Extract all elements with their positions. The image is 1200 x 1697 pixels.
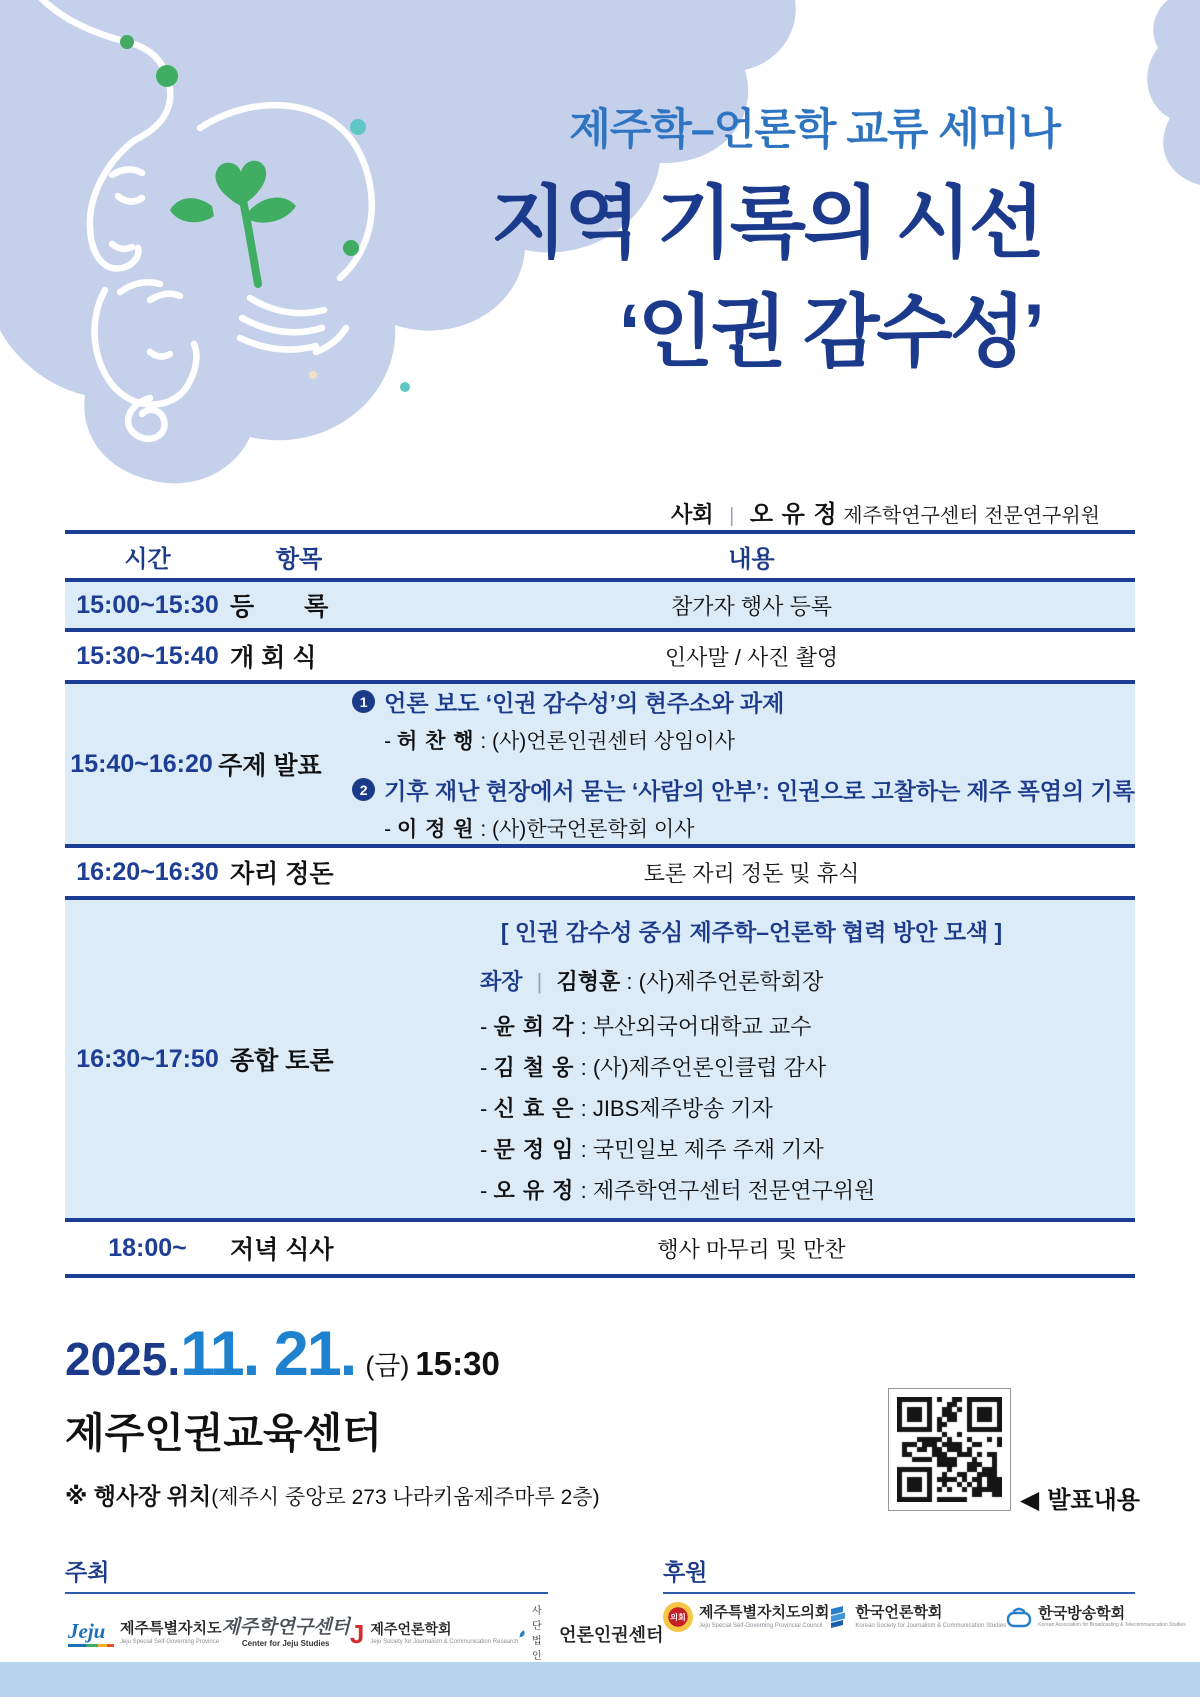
table-row-opening bbox=[65, 632, 1135, 684]
korean-journalism-society-logo bbox=[829, 1605, 1006, 1629]
schedule-header-row bbox=[65, 534, 1135, 582]
host-label: 주최 bbox=[65, 1559, 110, 1585]
presentation-speaker bbox=[352, 813, 1135, 843]
colon: : bbox=[580, 1054, 587, 1080]
dash: - bbox=[480, 1054, 488, 1080]
row-item: 주제 발표 bbox=[218, 752, 322, 780]
sponsor-rule bbox=[663, 1592, 1135, 1594]
table-row-registration bbox=[65, 582, 1135, 632]
host-name-en: Jeju Society for Journalism & Communication Research bbox=[370, 1638, 519, 1645]
dash: - bbox=[384, 818, 392, 841]
row-time: 15:00~15:30 bbox=[76, 590, 219, 619]
sponsor-name: 한국언론학회 bbox=[855, 1603, 943, 1621]
dash: - bbox=[480, 1095, 488, 1121]
row-time: 18:00~ bbox=[108, 1233, 187, 1262]
list-item bbox=[480, 1092, 1135, 1123]
moderator-affiliation: 제주학연구센터 전문연구위원 bbox=[843, 505, 1100, 527]
host-rule bbox=[65, 1592, 548, 1594]
discussion-topic: [ 인권 감수성 중심 제주학–언론학 협력 방안 모색 ] bbox=[500, 918, 1003, 945]
qr-code bbox=[897, 1397, 1002, 1502]
provincial-council-logo bbox=[663, 1602, 829, 1632]
qr-code-frame bbox=[888, 1388, 1011, 1511]
header-content: 내용 bbox=[728, 545, 775, 573]
host-name: 제주언론학회 bbox=[370, 1621, 452, 1637]
row-item: 저녁 식사 bbox=[230, 1236, 334, 1264]
sponsor-name: 한국방송학회 bbox=[1038, 1604, 1126, 1622]
panelist-name: 윤 희 각 bbox=[493, 1013, 575, 1039]
korean-broadcasting-association-logo bbox=[1006, 1606, 1186, 1629]
host-name-en: Jeju Special Self-Governing Province bbox=[120, 1639, 220, 1646]
dash: - bbox=[384, 730, 392, 753]
panelist-role: 국민일보 제주 주재 기자 bbox=[592, 1136, 824, 1162]
presentation-2 bbox=[352, 773, 1135, 843]
jeju-province-logo bbox=[68, 1618, 222, 1647]
host-name-en: Center for Jeju Studies bbox=[241, 1639, 330, 1649]
row-content: 토론 자리 정돈 및 휴식 bbox=[643, 860, 860, 886]
table-row-dinner bbox=[65, 1222, 1135, 1278]
date-time: 15:30 bbox=[415, 1345, 500, 1382]
event-date bbox=[65, 1318, 500, 1390]
chair-name: 김형훈 bbox=[556, 968, 621, 994]
date-weekday: (금) bbox=[365, 1351, 410, 1381]
host-prefix: 사단법인 bbox=[531, 1606, 542, 1662]
host-name: 언론인권센터 bbox=[559, 1624, 664, 1645]
dash: - bbox=[480, 1013, 488, 1039]
presentations-block bbox=[346, 684, 1135, 844]
presentation-speaker bbox=[352, 725, 784, 755]
table-row-discussion bbox=[65, 900, 1135, 1222]
list-item bbox=[480, 1133, 1135, 1164]
moderator-name: 오 유 정 bbox=[749, 501, 838, 528]
list-item bbox=[480, 1174, 1135, 1205]
poster-title bbox=[491, 168, 1042, 386]
qr-caption-label: 발표내용 bbox=[1047, 1487, 1140, 1514]
colon: : bbox=[580, 1177, 587, 1203]
colon: : bbox=[480, 730, 487, 753]
table-row-break bbox=[65, 848, 1135, 900]
sponsor-name-en: Korean Association for Broadcasting & Telecommunication Studies bbox=[1038, 1622, 1186, 1629]
header-time: 시간 bbox=[124, 545, 171, 573]
panelist-role: 부산외국어대학교 교수 bbox=[592, 1013, 812, 1039]
panelist-name: 오 유 정 bbox=[493, 1177, 575, 1203]
location-label: ※ 행사장 위치 bbox=[65, 1483, 212, 1509]
table-row-presentations bbox=[65, 684, 1135, 848]
host-name: 제주특별자치도 bbox=[120, 1620, 222, 1638]
sponsor-label: 후원 bbox=[663, 1559, 708, 1585]
venue-name: 제주인권교육센터 bbox=[65, 1410, 382, 1456]
row-item: 등 록 bbox=[230, 593, 329, 621]
row-time: 15:30~15:40 bbox=[76, 641, 219, 670]
colon: : bbox=[580, 1095, 587, 1121]
speaker-role: (사)언론인권센터 상임이사 bbox=[492, 730, 735, 753]
dash: - bbox=[480, 1177, 488, 1203]
press-rights-center-logo bbox=[518, 1602, 663, 1665]
speaker-name: 허 찬 행 bbox=[396, 730, 475, 753]
list-item bbox=[480, 1051, 1135, 1082]
row-item: 자리 정돈 bbox=[230, 860, 334, 888]
discussion-chair bbox=[368, 965, 1135, 996]
panelist-name: 문 정 임 bbox=[493, 1136, 575, 1162]
sponsor-name-en: Jeju Special Self-Governing Provincial Council bbox=[699, 1622, 823, 1629]
dash: - bbox=[480, 1136, 488, 1162]
colon: : bbox=[480, 818, 487, 841]
corner-blob bbox=[1110, 0, 1200, 200]
location-detail: (제주시 중앙로 273 나라키움제주마루 2층) bbox=[211, 1486, 600, 1509]
panelist-role: JIBS제주방송 기자 bbox=[592, 1095, 773, 1121]
discussion-block bbox=[368, 900, 1135, 1218]
chair-label: 좌장 bbox=[480, 968, 523, 994]
presentation-1 bbox=[352, 685, 784, 755]
sponsor-name: 제주특별자치도의회 bbox=[699, 1603, 830, 1621]
colon: : bbox=[626, 968, 633, 994]
moderator-line bbox=[671, 494, 1100, 529]
divider-bar: | bbox=[536, 968, 543, 994]
left-triangle-icon: ◀ bbox=[1020, 1486, 1040, 1514]
journal-stack-icon bbox=[829, 1605, 849, 1629]
sponsor-name-en: Korean Society for Journalism & Communication Studies bbox=[855, 1622, 1007, 1629]
j-icon: J bbox=[349, 1618, 365, 1649]
panelist-name: 신 효 은 bbox=[493, 1095, 575, 1121]
host-logo-row bbox=[68, 1602, 664, 1665]
jeju-studies-logo bbox=[221, 1618, 349, 1648]
speaker-role: (사)한국언론학회 이사 bbox=[492, 818, 695, 841]
qr-caption bbox=[1020, 1480, 1140, 1515]
row-content: 행사 마무리 및 만찬 bbox=[657, 1236, 846, 1262]
schedule-table bbox=[65, 530, 1135, 1278]
date-month-day: 11. 21. bbox=[180, 1319, 356, 1389]
colon: : bbox=[580, 1136, 587, 1162]
header-item: 항목 bbox=[275, 545, 323, 573]
row-time: 16:30~17:50 bbox=[76, 1044, 219, 1073]
row-time: 15:40~16:20 bbox=[70, 749, 213, 778]
bottom-band bbox=[0, 1662, 1200, 1697]
tv-icon bbox=[1006, 1606, 1032, 1628]
leaf-icon bbox=[518, 1625, 526, 1643]
divider-bar: | bbox=[729, 505, 735, 527]
row-time: 16:20~16:30 bbox=[76, 857, 219, 886]
title-line-2: ‘인권 감수성’ bbox=[618, 287, 1042, 377]
panelist-list bbox=[368, 1010, 1135, 1205]
number-2-icon: 2 bbox=[352, 778, 375, 801]
seminar-eyebrow: 제주학–언론학 교류 세미나 bbox=[569, 106, 1060, 154]
jeju-journalism-logo bbox=[349, 1618, 519, 1649]
row-content: 인사말 / 사진 촬영 bbox=[664, 644, 839, 670]
date-year: 2025. bbox=[65, 1333, 181, 1385]
title-line-1: 지역 기록의 시선 bbox=[490, 178, 1042, 267]
colon: : bbox=[580, 1013, 587, 1039]
row-content: 참가자 행사 등록 bbox=[671, 593, 832, 619]
host-name: 제주학연구센터 bbox=[221, 1617, 350, 1639]
number-1-icon: 1 bbox=[352, 690, 375, 713]
panelist-role: 제주학연구센터 전문연구위원 bbox=[592, 1177, 876, 1203]
sponsor-logo-row bbox=[663, 1602, 1186, 1632]
moderator-label: 사회 bbox=[670, 502, 714, 527]
row-item: 종합 토론 bbox=[230, 1047, 334, 1075]
chair-role: (사)제주언론학회장 bbox=[638, 968, 824, 994]
panelist-name: 김 철 웅 bbox=[493, 1054, 575, 1080]
row-item: 개 회 식 bbox=[230, 644, 317, 672]
venue-location bbox=[65, 1478, 600, 1511]
council-seal-icon: 의회 bbox=[663, 1602, 693, 1632]
speaker-name: 이 정 원 bbox=[396, 818, 475, 841]
presentation-title: 기후 재난 현장에서 묻는 ‘사람의 안부’: 인권으로 고찰하는 제주 폭염의 기록 bbox=[384, 778, 1135, 804]
list-item bbox=[480, 1010, 1135, 1041]
presentation-title: 언론 보도 ‘인권 감수성’의 현주소와 과제 bbox=[384, 690, 785, 716]
jeju-script-icon: Jeju bbox=[68, 1621, 114, 1647]
panelist-role: (사)제주언론인클럽 감사 bbox=[592, 1054, 827, 1080]
